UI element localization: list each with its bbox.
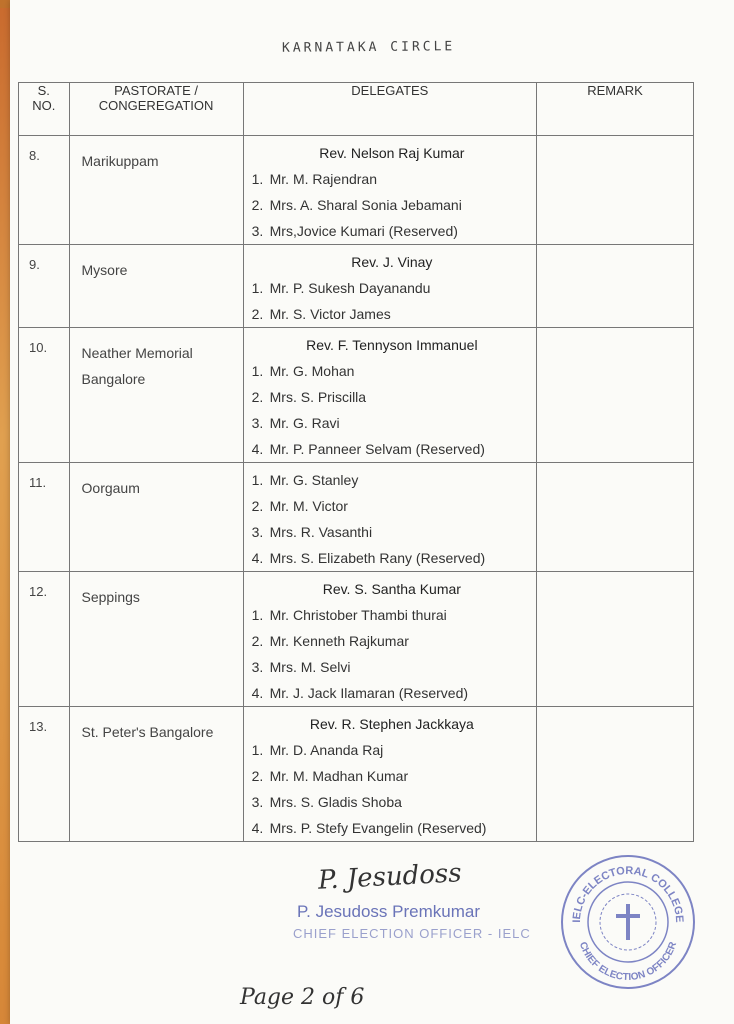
- delegate-index: 4.: [251, 685, 264, 701]
- delegate-item: [252, 218, 532, 244]
- row-number: 10.: [19, 328, 70, 463]
- pastorate-name: [69, 463, 243, 572]
- delegate-item: [252, 763, 532, 789]
- table-row: [19, 707, 694, 842]
- seal-bottom-text: CHIEF ELECTION OFFICER: [576, 940, 680, 984]
- signatory-name: P. Jesudoss Premkumar: [297, 902, 480, 921]
- presbyter-name: Rev. F. Tennyson Immanuel: [306, 337, 478, 353]
- delegate-item: [252, 436, 532, 462]
- delegate-item: [252, 815, 532, 841]
- delegate-name: Mr. Kenneth Rajkumar: [269, 633, 409, 649]
- header-remark: REMARK: [537, 83, 694, 136]
- delegate-index: 1.: [251, 280, 264, 296]
- delegates-table: [18, 82, 694, 842]
- remark-cell: [537, 707, 694, 842]
- delegate-item: [252, 680, 532, 706]
- delegate-index: 4.: [251, 820, 264, 836]
- remark-cell: [537, 572, 694, 707]
- delegate-item: [252, 275, 532, 301]
- row-number: 13.: [19, 707, 70, 842]
- seal-top-text: IELC-ELECTORAL COLLEGE: [570, 864, 686, 923]
- delegate-name: Mrs. P. Stefy Evangelin (Reserved): [269, 820, 487, 836]
- header-sno: [19, 83, 70, 136]
- delegate-index: 4.: [251, 441, 264, 457]
- delegate-index: 2.: [251, 633, 264, 649]
- delegate-name: Mr. M. Rajendran: [269, 171, 377, 187]
- pastorate-name-line: Seppings: [81, 589, 140, 605]
- remark-cell: [537, 245, 694, 328]
- handwritten-page-number: Page 2 of 6: [240, 985, 365, 1010]
- delegate-name: Mr. G. Mohan: [269, 363, 355, 379]
- delegates-cell: [243, 136, 536, 245]
- delegate-item: [252, 654, 532, 680]
- delegate-index: 3.: [251, 524, 264, 540]
- delegate-name: Mr. G. Ravi: [269, 415, 340, 431]
- delegate-name: Mrs,Jovice Kumari (Reserved): [269, 223, 458, 239]
- delegate-item: [252, 737, 532, 763]
- delegate-index: 4.: [251, 550, 264, 566]
- pastorate-name: [69, 572, 243, 707]
- delegate-item: [252, 789, 532, 815]
- header-sno-line1: S.: [37, 83, 50, 98]
- pastorate-name-line: Oorgaum: [81, 480, 140, 496]
- delegate-index: 1.: [251, 171, 264, 187]
- delegate-name: Mr. P. Sukesh Dayanandu: [269, 280, 431, 296]
- presbyter-name: Rev. Nelson Raj Kumar: [319, 145, 465, 161]
- delegates-cell: [243, 245, 536, 328]
- delegates-cell: [243, 572, 536, 707]
- table-row: [19, 328, 694, 463]
- delegate-item: [252, 384, 532, 410]
- delegate-name: Mr. M. Madhan Kumar: [269, 768, 409, 784]
- pastorate-name-line: Bangalore: [81, 371, 146, 387]
- delegate-index: 3.: [251, 794, 264, 810]
- delegate-name: Mrs. M. Selvi: [269, 659, 351, 675]
- delegate-name: Mr. Christober Thambi thurai: [269, 607, 447, 623]
- delegate-index: 2.: [251, 306, 264, 322]
- delegate-name: Mr. J. Jack Ilamaran (Reserved): [269, 685, 469, 701]
- row-number: 12.: [19, 572, 70, 707]
- table-row: [19, 572, 694, 707]
- delegate-index: 3.: [251, 659, 264, 675]
- delegate-item: [252, 545, 532, 571]
- delegate-name: Mr. P. Panneer Selvam (Reserved): [269, 441, 485, 457]
- delegate-name: Mr. D. Ananda Raj: [269, 742, 384, 758]
- delegate-item: [252, 493, 532, 519]
- delegate-item: [252, 358, 532, 384]
- delegate-index: 1.: [251, 607, 264, 623]
- delegate-index: 2.: [251, 498, 264, 514]
- delegate-index: 2.: [251, 197, 264, 213]
- pastorate-name: [69, 245, 243, 328]
- presbyter-name: Rev. R. Stephen Jackkaya: [309, 716, 474, 732]
- pastorate-name-line: Mysore: [81, 262, 128, 278]
- delegate-name: Mrs. S. Elizabeth Rany (Reserved): [269, 550, 486, 566]
- delegates-cell: [243, 463, 536, 572]
- header-pastorate: [69, 83, 243, 136]
- delegate-name: Mr. G. Stanley: [269, 472, 359, 488]
- delegate-name: Mrs. S. Priscilla: [269, 389, 367, 405]
- signatory-title: CHIEF ELECTION OFFICER - IELC: [293, 926, 531, 941]
- table-body: [19, 136, 694, 842]
- row-number: 8.: [19, 136, 70, 245]
- presbyter-name: Rev. J. Vinay: [351, 254, 433, 270]
- delegate-item: [252, 410, 532, 436]
- header-delegates: DELEGATES: [243, 83, 536, 136]
- delegate-item: [252, 519, 532, 545]
- delegate-name: Mrs. R. Vasanthi: [269, 524, 373, 540]
- delegates-cell: [243, 328, 536, 463]
- remark-cell: [537, 136, 694, 245]
- seal-stamp-icon: [558, 852, 698, 992]
- delegate-item: [252, 166, 532, 192]
- remark-cell: [537, 328, 694, 463]
- delegate-index: 2.: [251, 768, 264, 784]
- remark-cell: [537, 463, 694, 572]
- signature-scrawl: P. Jesudoss: [317, 858, 463, 896]
- pastorate-name-line: St. Peter's Bangalore: [81, 724, 214, 740]
- delegate-index: 1.: [251, 742, 264, 758]
- delegate-name: Mrs. A. Sharal Sonia Jebamani: [269, 197, 462, 213]
- row-number: 9.: [19, 245, 70, 328]
- delegates-cell: [243, 707, 536, 842]
- header-sno-line2: NO.: [32, 98, 56, 113]
- pastorate-name: [69, 136, 243, 245]
- handwritten-heading: KARNATAKA CIRCLE: [281, 39, 456, 56]
- delegate-item: [252, 192, 532, 218]
- header-pastorate-line2: CONGEREGATION: [98, 98, 214, 113]
- pastorate-name-line: Neather Memorial: [81, 345, 193, 361]
- delegate-item: [252, 301, 532, 327]
- pastorate-name: [69, 707, 243, 842]
- pastorate-name: [69, 328, 243, 463]
- delegate-index: 1.: [251, 363, 264, 379]
- delegate-name: Mrs. S. Gladis Shoba: [269, 794, 402, 810]
- presbyter-name: Rev. S. Santha Kumar: [322, 581, 461, 597]
- delegate-name: Mr. S. Victor James: [269, 306, 391, 322]
- table-header-row: [19, 83, 694, 136]
- delegate-index: 1.: [251, 472, 264, 488]
- delegate-name: Mr. M. Victor: [269, 498, 348, 514]
- table-row: [19, 136, 694, 245]
- delegate-item: [252, 628, 532, 654]
- delegate-index: 2.: [251, 389, 264, 405]
- table-row: [19, 245, 694, 328]
- delegate-item: [252, 467, 532, 493]
- delegate-item: [252, 602, 532, 628]
- table-row: [19, 463, 694, 572]
- pastorate-name-line: Marikuppam: [81, 153, 159, 169]
- row-number: 11.: [19, 463, 70, 572]
- delegate-index: 3.: [251, 223, 264, 239]
- header-pastorate-line1: PASTORATE /: [114, 83, 198, 98]
- delegate-index: 3.: [251, 415, 264, 431]
